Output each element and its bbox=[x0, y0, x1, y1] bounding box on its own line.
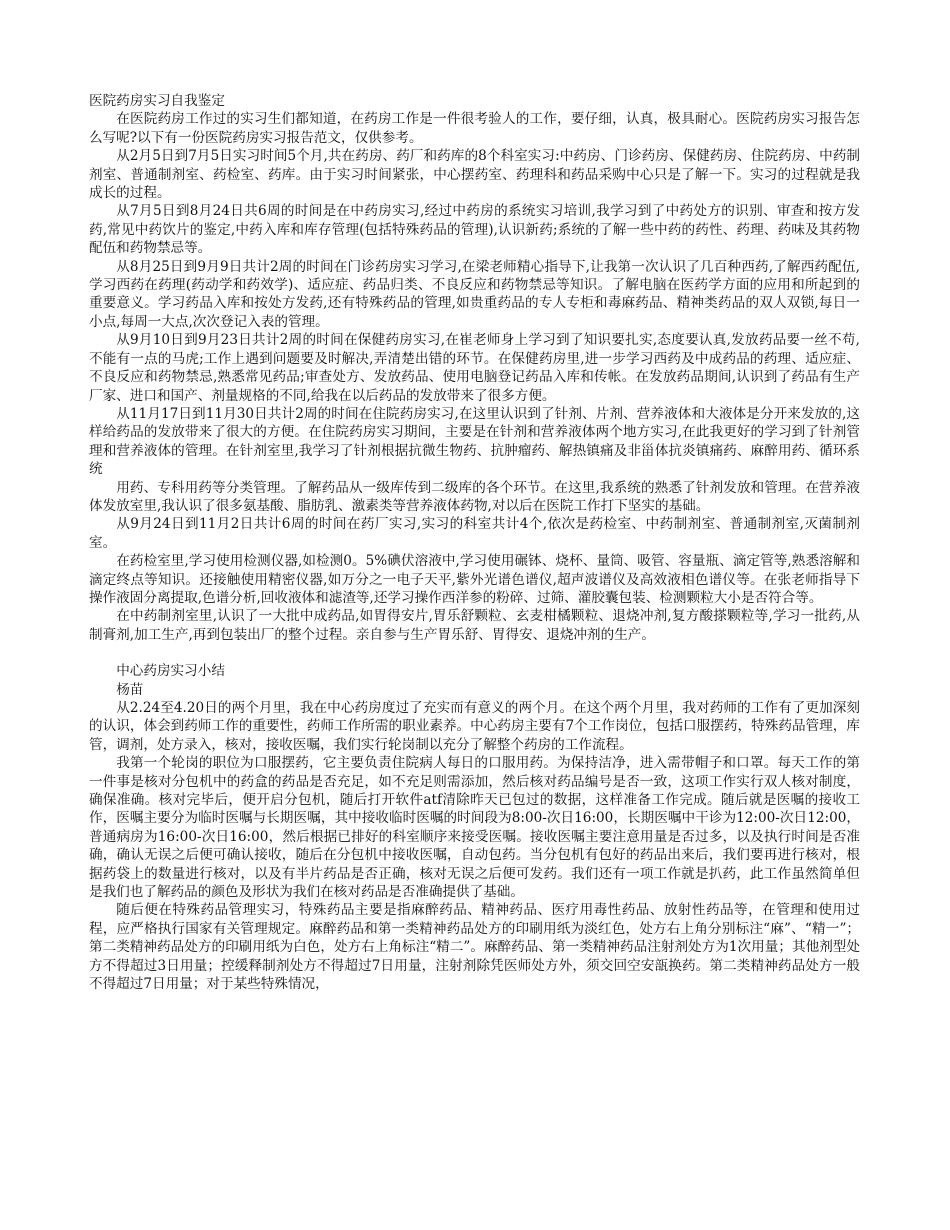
summary-author: 杨苗 bbox=[116, 681, 144, 698]
paragraph: 从11月17日到11月30日共计2周的时间在住院药房实习,在这里认识到了针剂、片剂、营养液体和大液体是分开来发放的,这样给药品的发放带来了很大的方便。在住院药房实习期间，主要是在针剂和营养液体两个地方实习,在此我更好的学习到了针剂管理和营养液体的管理。在针剂室里,我学习了针剂根据抗微生物药、抗肿瘤药、解热镇痛及非甾体抗炎镇痛药、麻醉用药、循环系统 bbox=[89, 405, 860, 478]
paragraph: 从7月5日到8月24日共6周的时间是在中药房实习,经过中药房的系统实习培训,我学习到了中药处方的识别、审查和按方发药,常见中药饮片的鉴定,中药入库和库存管理(包括特殊药品的管理),认识新药;系统的了解一些中药的药性、药理、药味及其药物配伍和药物禁忌等。 bbox=[89, 203, 860, 257]
paragraph: 从8月25日到9月9日共计2周的时间在门诊药房实习学习,在梁老师精心指导下,让我第一次认识了几百种西药,了解西药配伍,学习西药在药理(药动学和药效学)、适应症、药品归类、不良反应和药物禁忌等知识。了解电脑在医药学方面的应用和所起到的重要意义。学习药品入库和按处方发药,还有特殊药品的管理,如贵重药品的专人专柜和毒麻药品、精神类药品的双人双锁,每日一小点,每周一大点,次次登记入表的管理。 bbox=[89, 258, 860, 330]
document-page bbox=[89, 92, 860, 994]
section-gap bbox=[89, 644, 860, 662]
document-title: 医院药房实习自我鉴定 bbox=[89, 93, 225, 109]
paragraph: 从2月5日到7月5日实习时间5个月,共在药房、药厂和药库的8个科室实习:中药房、门诊药房、保健药房、住院药房、中药制剂室、普通制剂室、药检室、药库。由于实习时间紧张，中心摆药室、药理科和药品采购中心只是了解一下。实习的过程就是我成长的过程。 bbox=[89, 148, 860, 202]
paragraph: 在医院药房工作过的实习生们都知道，在药房工作是一件很考验人的工作，要仔细，认真，极具耐心。医院药房实习报告怎么写呢?以下有一份医院药房实习报告范文，仅供参考。 bbox=[89, 111, 860, 146]
summary-title: 中心药房实习小结 bbox=[116, 663, 225, 680]
paragraph: 用药、专科用药等分类管理。了解药品从一级库传到二级库的各个环节。在这里,我系统的熟悉了针剂发放和管理。在营养液体发放室里,我认识了很多氨基酸、脂肪乳、激素类等营养液体药物,对以后在医院工作打下坚实的基础。 bbox=[89, 479, 860, 514]
paragraph: 从9月24日到11月2日共计6周的时间在药厂实习,实习的科室共计4个,依次是药检室、中药制剂室、普通制剂室,灭菌制剂室。 bbox=[89, 516, 860, 551]
paragraph: 从9月10日到9月23日共计2周的时间在保健药房实习,在崔老师身上学习到了知识要扎实,态度要认真,发放药品要一丝不苟,不能有一点的马虎;工作上遇到问题要及时解决,弄清楚出错的环节。在保健药房里,进一步学习西药及中成药品的药理、适应症、不良反应和药物禁忌,熟悉常见药品;审查处方、发放药品、使用电脑登记药品入库和传帐。在发放药品期间,认识到了药品有生产厂家、进口和国产、剂量规格的不同,给我在以后药品的发放带来了很多方便。 bbox=[89, 332, 860, 404]
paragraph: 从2.24至4.20日的两个月里，我在中心药房度过了充实而有意义的两个月。在这个两个月里，我对药师的工作有了更加深刻的认识，体会到药师工作的重要性，药师工作所需的职业素养。中心药房主要有7个工作岗位，包括口服摆药，特殊药品管理，库管，调剂，处方录入，核对，接收医嘱，我们实行轮岗制以充分了解整个药房的工作流程。 bbox=[89, 700, 860, 753]
paragraph: 在中药制剂室里,认识了一大批中成药品,如胃得安片,胃乐舒颗粒、玄麦柑橘颗粒、退烧冲剂,复方酸搽颗粒等,学习一批药,从制膏剂,加工生产,再到包装出厂的整个过程。亲自参与生产胃乐舒、胃得安、退烧冲剂的生产。 bbox=[89, 608, 860, 643]
paragraph: 在药检室里,学习使用检测仪器,如检测0。5%碘伏溶液中,学习使用碾钵、烧杯、量筒、吸管、容量瓶、滴定管等,熟悉溶解和滴定终点等知识。还接触使用精密仪器,如万分之一电子天平,紫外光谱色谱仪,超声波谱仪及高效液相色谱仪等。在张老师指导下操作液固分离提取,色谱分析,回收液体和滤渣等,还学习操作西洋参的粉碎、过筛、灌胶囊包装、检测颗粒大小是否符合等。 bbox=[89, 553, 860, 606]
paragraph: 我第一个轮岗的职位为口服摆药，它主要负责住院病人每日的口服用药。为保持洁净，进入需带帽子和口罩。每天工作的第一件事是核对分包机中的药盒的药品是否充足，如不充足则需添加，然后核对药品编号是否一致，这项工作实行双人核对制度，确保准确。核对完毕后，便开启分包机，随后打开软件atf清除昨天已包过的数据，这样准备工作完成。随后就是医嘱的接收工作，医嘱主要分为临时医嘱与长期医嘱，其中接收临时医嘱的时间段为8:00-次日16:00，长期医嘱中干诊为12:00-次日12:00，普通病房为16:00-次日16:00，然后根据已排好的科室顺序来接受医嘱。接收医嘱主要注意用量是否过多，以及执行时间是否准确，确认无误之后便可确认接收，随后在分包机中接收医嘱，自动包药。当分包机有包好的药品出来后，我们要再进行核对，根据药袋上的数量进行核对，以及有半片药品是否正确，核对无误之后便可发药。我们还有一项工作就是扒药，此工作虽然简单但是我们也了解药品的颜色及形状为我们在核对药品是否准确提供了基础。 bbox=[89, 755, 860, 901]
paragraph: 随后便在特殊药品管理实习，特殊药品主要是指麻醉药品、精神药品、医疗用毒性药品、放射性药品等，在管理和使用过程，应严格执行国家有关管理规定。麻醉药品和第一类精神药品处方的印刷用纸为淡红色，处方右上角分别标注“麻”、“精一”；第二类精神药品处方的印刷用纸为白色，处方右上角标注“精二”。麻醉药品、第一类精神药品注射剂处方为1次用量；其他剂型处方不得超过3日用量；控缓释制剂处方不得超过7日用量，注射剂除凭医师处方外，须交回空安瓿换药。第二类精神药品处方一般不得超过7日用量；对于某些特殊情况， bbox=[89, 902, 860, 993]
